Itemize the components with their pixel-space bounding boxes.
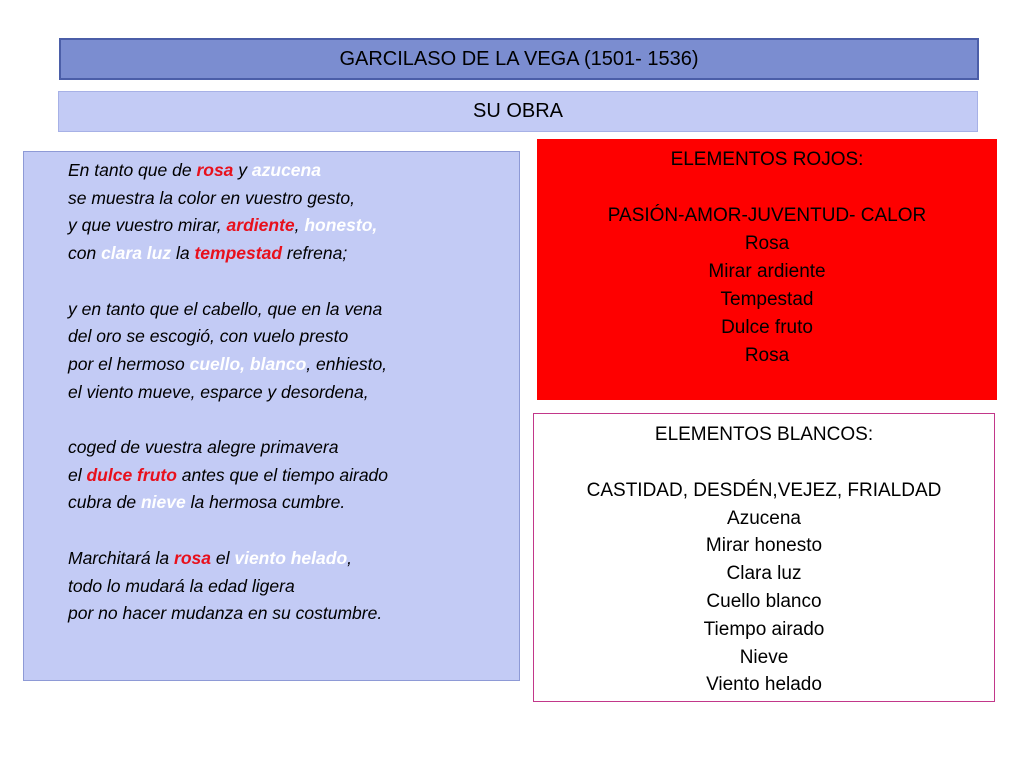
- highlight-red: rosa: [174, 547, 211, 568]
- white-elements-theme: CASTIDAD, DESDÉN,VEJEZ, FRIALDAD: [586, 479, 942, 501]
- white-elements-panel: [533, 413, 995, 702]
- poem-line: el dulce fruto antes que el tiempo airado: [68, 464, 389, 485]
- list-item: Rosa: [744, 233, 790, 254]
- highlight-white: viento helado: [234, 547, 348, 568]
- list-item: Viento helado: [706, 674, 822, 696]
- white-elements-heading: ELEMENTOS BLANCOS:: [654, 424, 874, 445]
- red-elements-theme: PASIÓN-AMOR-JUVENTUD- CALOR: [607, 205, 927, 226]
- red-elements-heading: ELEMENTOS ROJOS:: [670, 149, 864, 170]
- highlight-red: rosa: [196, 160, 234, 180]
- list-item: Nieve: [739, 646, 789, 668]
- list-item: Clara luz: [726, 563, 802, 585]
- poem-line: el viento mueve, esparce y desordena,: [68, 381, 369, 402]
- red-elements-panel: [537, 139, 997, 400]
- spacer: [537, 174, 997, 202]
- list-item: Azucena: [727, 507, 801, 529]
- poem-line: por no hacer mudanza en su costumbre.: [68, 603, 383, 624]
- highlight-red: tempestad: [194, 243, 283, 264]
- highlight-white: nieve: [140, 492, 186, 513]
- poem-text: [68, 157, 518, 628]
- highlight-white: clara luz: [101, 243, 172, 264]
- list-item: Mirar ardiente: [708, 261, 826, 282]
- highlight-white: honesto,: [304, 215, 378, 236]
- section-subtitle-text: SU OBRA: [472, 100, 564, 122]
- list-item: Mirar honesto: [705, 535, 823, 557]
- highlight-white: cuello, blanco: [189, 353, 307, 374]
- poem-line: con clara luz la tempestad refrena;: [68, 243, 348, 264]
- poem-line: todo lo mudará la edad ligera: [68, 575, 295, 596]
- highlight-red: dulce fruto: [86, 464, 177, 485]
- section-subtitle: [58, 91, 978, 132]
- poem-line: por el hermoso cuello, blanco, enhiesto,: [68, 353, 388, 374]
- poem-line: cubra de nieve la hermosa cumbre.: [68, 492, 346, 513]
- poem-line: coged de vuestra alegre primavera: [68, 437, 339, 457]
- list-item: Dulce fruto: [721, 317, 813, 338]
- page-title: [59, 38, 979, 80]
- page-title-text: GARCILASO DE LA VEGA (1501- 1536): [339, 47, 699, 70]
- list-item: Rosa: [744, 345, 790, 366]
- poem-line: y en tanto que el cabello, que en la vena: [68, 298, 383, 319]
- highlight-white: azucena: [251, 160, 321, 180]
- poem-line: del oro se escogió, con vuelo presto: [68, 326, 349, 347]
- list-item: Cuello blanco: [706, 590, 822, 612]
- spacer: [534, 449, 994, 477]
- poem-line: En tanto que de rosa y azucena: [68, 160, 321, 180]
- poem-line: y que vuestro mirar, ardiente, honesto,: [68, 215, 378, 236]
- stanza-gap: [68, 268, 518, 296]
- list-item: Tiempo airado: [703, 618, 825, 640]
- list-item: Tempestad: [720, 289, 814, 310]
- highlight-red: ardiente: [226, 215, 295, 236]
- poem-line: se muestra la color en vuestro gesto,: [68, 187, 355, 208]
- poem-line: Marchitará la rosa el viento helado,: [68, 547, 353, 568]
- stanza-gap: [68, 406, 518, 434]
- stanza-gap: [68, 517, 518, 545]
